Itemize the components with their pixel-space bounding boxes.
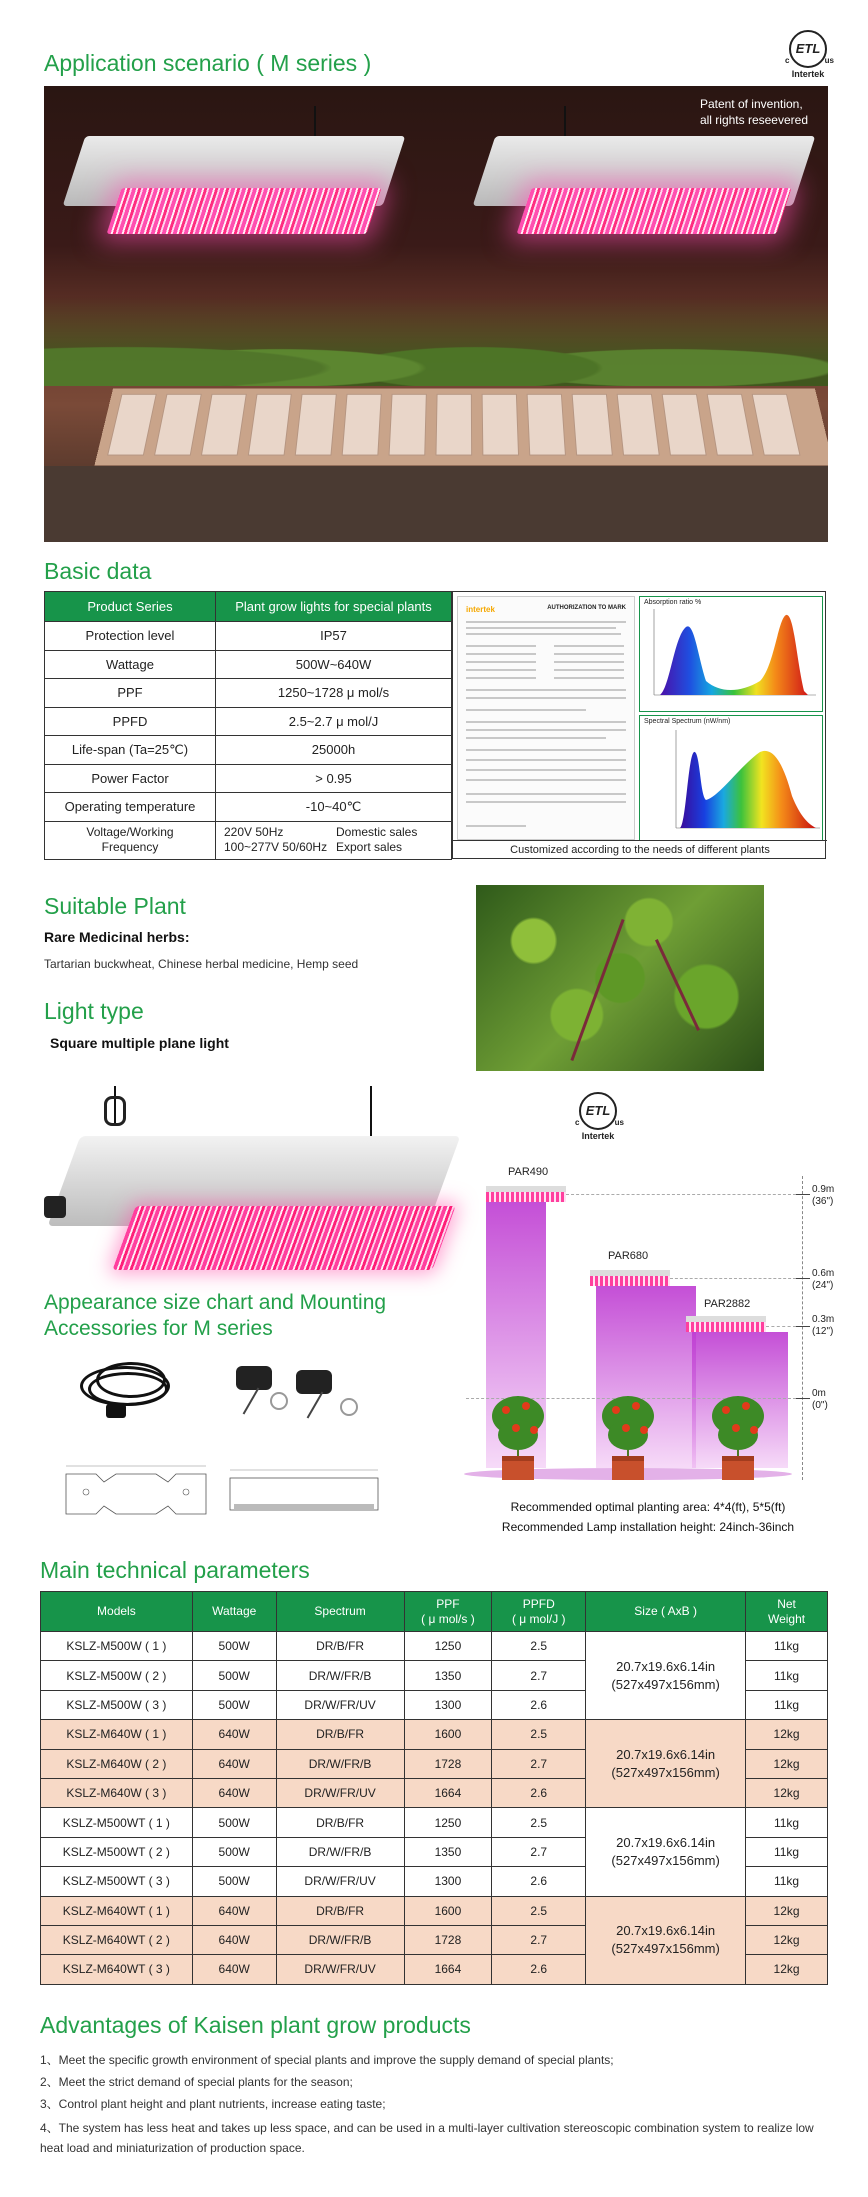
basic-row-value: 2.5~2.7 μ mol/J: [216, 707, 452, 736]
table-row: KSLZ-M500W ( 3 ) 500W DR/W/FR/UV 1300 2.6 11kg: [41, 1690, 828, 1719]
fixture-2: [590, 1270, 670, 1286]
basic-header-series: Product Series: [45, 592, 216, 622]
potted-plant-1: [486, 1376, 550, 1480]
certificate-caption: Customized according to the needs of different plants: [453, 840, 827, 858]
basic-row-value: -10~40℃: [216, 793, 452, 822]
table-row: KSLZ-M640W ( 1 ) 640W DR/B/FR 1600 2.5 20.7x19.6x6.14in (527x497x156mm) 12kg: [41, 1720, 828, 1749]
table-row: KSLZ-M500WT ( 1 ) 500W DR/B/FR 1250 2.5 20.7x19.6x6.14in (527x497x156mm) 11kg: [41, 1808, 828, 1837]
table-row: KSLZ-M640WT ( 2 ) 640W DR/W/FR/B 1728 2.7 12kg: [41, 1925, 828, 1954]
potted-plant-2: [596, 1376, 660, 1480]
technical-parameters-table: [40, 1591, 828, 1985]
potted-plant-3: [706, 1376, 770, 1480]
certificate-panel: [452, 591, 826, 859]
basic-row-value: 1250~1728 μ mol/s: [216, 679, 452, 708]
m-series-lamp-image: [44, 1086, 464, 1286]
height-label-0-3m: 0.3m (12"): [812, 1314, 835, 1337]
etl-logo-2: c ETL us: [579, 1092, 617, 1130]
etl-mark: [778, 30, 838, 79]
col-header-spectrum: Spectrum: [276, 1592, 404, 1632]
basic-row-value: > 0.95: [216, 764, 452, 793]
seed-tray: [94, 388, 828, 465]
section-title-suitable: Suitable Plant: [44, 893, 186, 919]
section-title-basic: Basic data: [44, 558, 152, 584]
basic-row-label: Protection level: [45, 622, 216, 651]
table-row: KSLZ-M640WT ( 1 ) 640W DR/B/FR 1600 2.5 20.7x19.6x6.14in (527x497x156mm) 12kg: [41, 1896, 828, 1925]
table-row: KSLZ-M500W ( 1 ) 500W DR/B/FR 1250 2.5 20.7x19.6x6.14in (527x497x156mm) 11kg: [41, 1632, 828, 1661]
basic-row-label: Operating temperature: [45, 793, 216, 822]
medicinal-herb-photo: [476, 885, 764, 1071]
light-type-value: Square multiple plane light: [50, 1035, 229, 1051]
size-cell: 20.7x19.6x6.14in (527x497x156mm): [586, 1720, 746, 1808]
basic-row-label: PPFD: [45, 707, 216, 736]
basic-row-label-voltage: Voltage/Working Frequency: [45, 821, 216, 859]
advantage-item-4: 4、The system has less heat and takes up less space, and can be used in a multi-layer cultivation stereoscopic combination system to realize low heat load and miniaturization of production space.: [40, 2121, 814, 2155]
suitable-list: Tartarian buckwheat, Chinese herbal medicine, Hemp seed: [44, 957, 359, 971]
grow-lamp-left: [74, 106, 394, 236]
table-row: KSLZ-M640WT ( 3 ) 640W DR/W/FR/UV 1664 2.6 12kg: [41, 1955, 828, 1984]
col-header-weight: Net Weight: [746, 1592, 828, 1632]
section-title-appearance: Appearance size chart and Mounting Accessories for M series: [44, 1291, 387, 1340]
col-header-wattage: Wattage: [192, 1592, 276, 1632]
installation-height-caption: Recommended Lamp installation height: 24inch-36inch: [501, 1520, 795, 1534]
dimension-drawing-side: [226, 1466, 382, 1522]
rope-hangers-image: [230, 1362, 380, 1432]
basic-row-value-voltage: 220V 50Hz Domestic sales 100~277V 50/60Hz Export sales: [216, 821, 452, 859]
tray-front: [44, 466, 828, 542]
authorization-certificate: intertek AUTHORIZATION TO MARK: [457, 596, 635, 840]
col-header-ppf: PPF ( μ mol/s ): [404, 1592, 492, 1632]
size-cell: 20.7x19.6x6.14in (527x497x156mm): [586, 1808, 746, 1896]
par-label-3: PAR2882: [704, 1298, 751, 1310]
intertek-label: Intertek: [791, 69, 825, 79]
col-header-size: Size ( AxB ): [586, 1592, 746, 1632]
fixture-3: [686, 1316, 766, 1332]
col-header-ppfd: PPFD ( μ mol/J ): [492, 1592, 586, 1632]
intertek-label-2: Intertek: [581, 1131, 615, 1141]
table-row: KSLZ-M500W ( 2 ) 500W DR/W/FR/B 1350 2.7 11kg: [41, 1661, 828, 1690]
basic-row-label: PPF: [45, 679, 216, 708]
par-label-1: PAR490: [508, 1166, 549, 1178]
basic-row-label: Life-span (Ta=25℃): [45, 736, 216, 765]
table-row: KSLZ-M500WT ( 3 ) 500W DR/W/FR/UV 1300 2.6 11kg: [41, 1867, 828, 1896]
table-row: KSLZ-M640W ( 2 ) 640W DR/W/FR/B 1728 2.7 12kg: [41, 1749, 828, 1778]
par-label-2: PAR680: [608, 1250, 649, 1262]
size-cell: 20.7x19.6x6.14in (527x497x156mm): [586, 1896, 746, 1984]
basic-row-value: 500W~640W: [216, 650, 452, 679]
section-title-main-params: Main technical parameters: [40, 1557, 310, 1583]
seedlings: [44, 296, 828, 386]
height-label-0-9m: 0.9m (36"): [812, 1184, 835, 1207]
height-label-0-6m: 0.6m (24"): [812, 1268, 835, 1291]
suitable-heading: Rare Medicinal herbs:: [44, 929, 190, 945]
section-title-light-type: Light type: [44, 998, 144, 1024]
basic-header-value: Plant grow lights for special plants: [216, 592, 452, 622]
basic-data-table: [44, 591, 452, 860]
table-row: KSLZ-M500WT ( 2 ) 500W DR/W/FR/B 1350 2.7 11kg: [41, 1837, 828, 1866]
absorption-spectrum-chart: Absorption ratio %: [639, 596, 823, 712]
table-row: KSLZ-M640W ( 3 ) 640W DR/W/FR/UV 1664 2.6 12kg: [41, 1778, 828, 1807]
basic-row-label: Wattage: [45, 650, 216, 679]
dimension-drawing-top: [56, 1462, 216, 1522]
basic-row-label: Power Factor: [45, 764, 216, 793]
fixture-1: [486, 1186, 566, 1202]
advantage-item-2: 2、Meet the strict demand of special plants for the season;: [40, 2075, 353, 2089]
emission-spectrum-chart: Spectral Spectrum (nW/nm): [639, 715, 823, 841]
planting-area-caption: Recommended optimal planting area: 4*4(ft), 5*5(ft): [510, 1500, 786, 1514]
advantage-item-1: 1、Meet the specific growth environment of special plants and improve the supply demand of special plants;: [40, 2053, 614, 2067]
application-photo: [44, 86, 828, 542]
section-title-advantages: Advantages of Kaisen plant grow products: [40, 2012, 471, 2038]
section-title-application: Application scenario ( M series ): [44, 50, 372, 76]
advantage-item-3: 3、Control plant height and plant nutrients, increase eating taste;: [40, 2097, 386, 2111]
basic-row-value: IP57: [216, 622, 452, 651]
par-height-diagram: [446, 1086, 850, 1486]
size-cell: 20.7x19.6x6.14in (527x497x156mm): [586, 1632, 746, 1720]
power-cable-image: [70, 1358, 200, 1428]
patent-notice: Patent of invention, all rights reseevered: [699, 97, 808, 127]
col-header-models: Models: [41, 1592, 193, 1632]
height-label-0m: 0m (0"): [812, 1388, 828, 1411]
basic-row-value: 25000h: [216, 736, 452, 765]
etl-logo: c ETL us: [789, 30, 827, 68]
